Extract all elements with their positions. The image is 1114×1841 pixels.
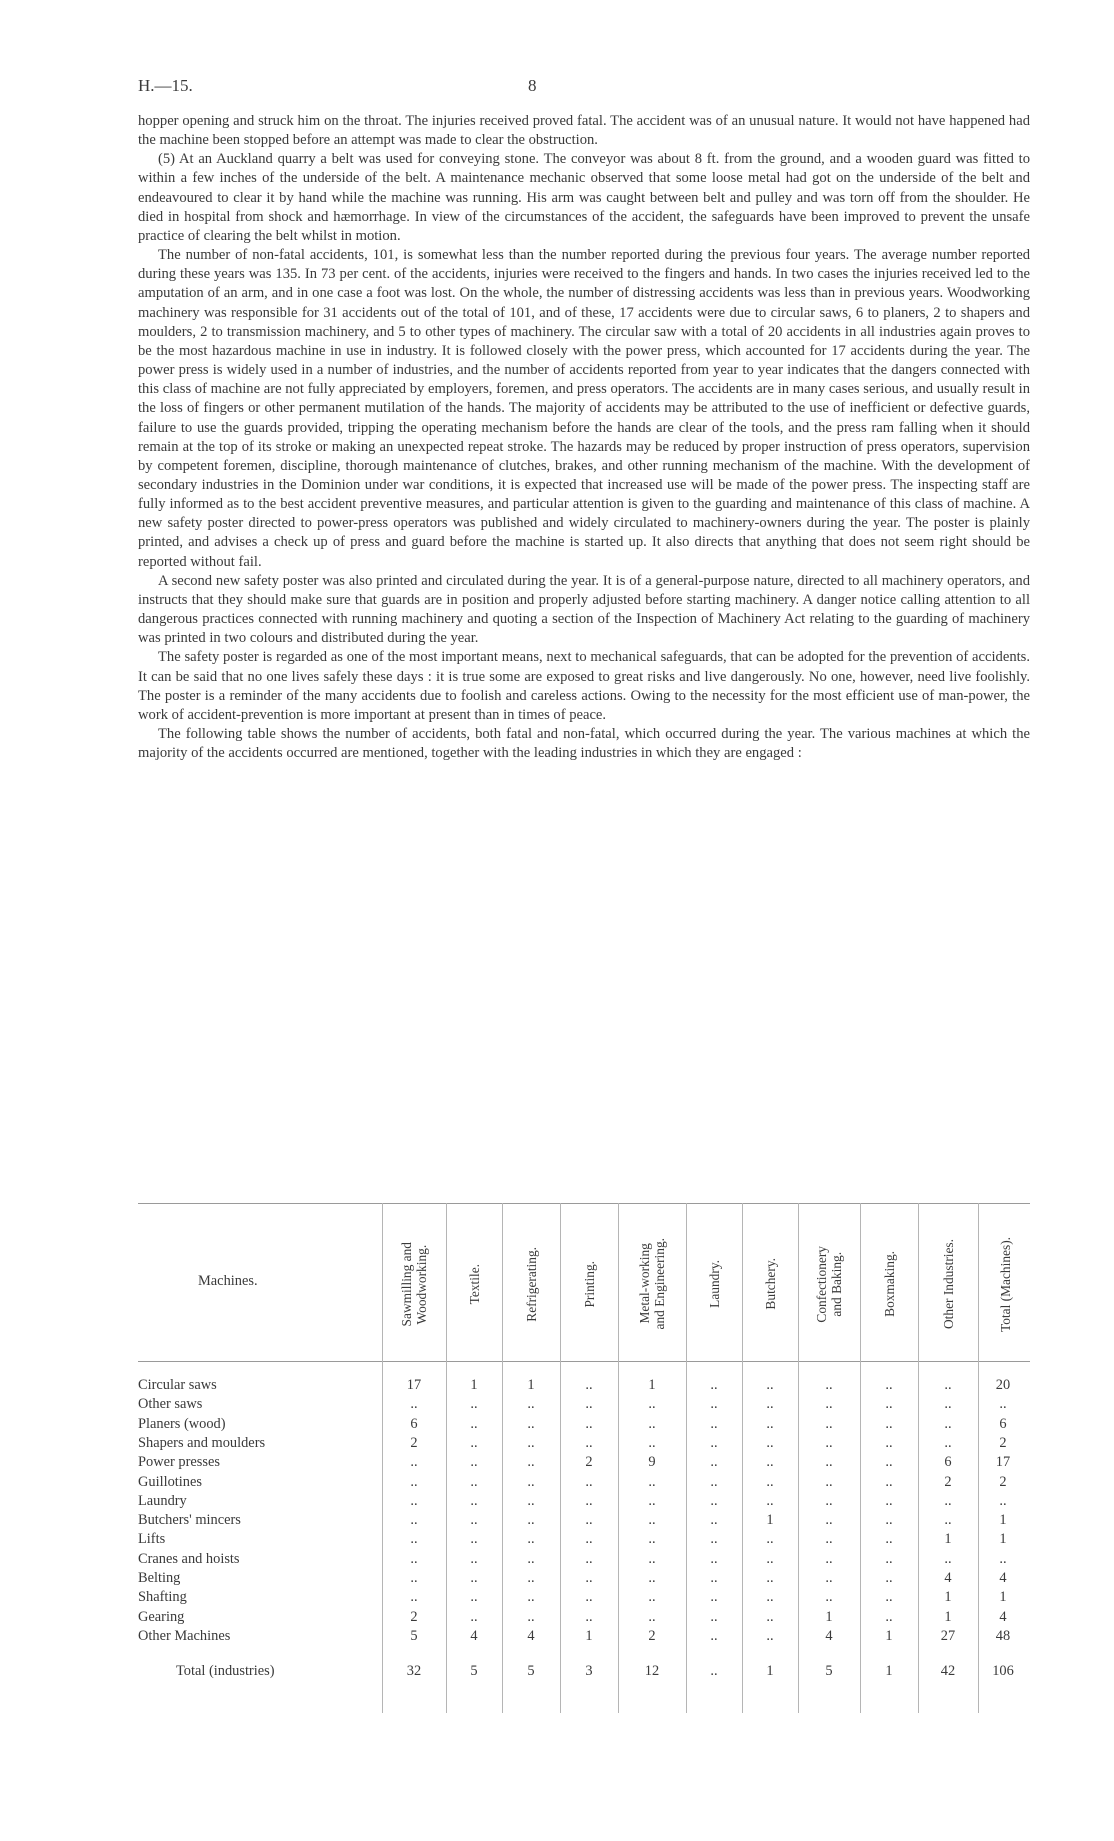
page-header [138,76,1030,100]
table-cell: .. [885,1434,893,1451]
table-cell: .. [527,1512,535,1529]
table-cell: .. [766,1627,774,1644]
row-label: Gearing [138,1608,185,1625]
paragraph: The safety poster is regarded as one of the most important means, next to mechanical safeguards, that can be adopted for the prevention of accidents. It can be said that no one lives safely these days : it is true some are exposed to great risks and live dangerously. No one, however, need live foolishly. The poster is a reminder of the many accidents due to foolish and careless actions. Owing to the necessity for the most efficient use of man-power, the work of accident-prevention is more important at present than in times of peace. [138,649,1030,723]
table-cell: .. [585,1531,593,1548]
table-cell: .. [766,1550,774,1567]
table-cell: .. [825,1589,833,1606]
table-cell: 1 [648,1377,656,1393]
table-cell: .. [825,1377,833,1393]
paragraph: A second new safety poster was also printed and circulated during the year. It is of a general-purpose nature, directed to all machinery operators, and instructs that they should make sure that guards are in position and properly adjusted before starting machinery. A danger notice calling attention to all dangerous practices connected with running machinery and quoting a section of the Inspection of Machinery Act relating to the guarding of machinery was printed in two colours and distributed during the year. [138,572,1030,647]
table-cell: .. [527,1589,535,1606]
paragraph: (5) At an Auckland quarry a belt was used for conveying stone. The conveyor was about 8 ft. from the ground, and a wooden guard was fitted to within a few inches of the underside of the belt. A maintenance mechanic observed that some loose metal had got on the underside of the belt and endeavoured to clear it by hand while the machine was running. His arm was caught between belt and pulley and was torn off from the shoulder. He died in hospital from shock and hæmorrhage. In view of the circumstances of the accident, the safeguards have been improved to prevent the unsafe practice of clearing the belt whilst in motion. [138,151,1030,244]
table-cell: 32 [406,1663,422,1680]
table-cell: .. [648,1531,656,1548]
table-cell: .. [999,1550,1007,1567]
table-cell: 1 [944,1608,952,1625]
table-header-rule [138,1361,1030,1362]
table-cell: .. [710,1570,718,1586]
table-cell: .. [766,1396,774,1413]
table-cell: .. [648,1589,656,1606]
table-cell: .. [766,1589,774,1606]
table-cell: .. [410,1570,418,1586]
table-cell: .. [527,1550,535,1567]
table-cell: .. [766,1531,774,1548]
table-cell: 1 [999,1512,1007,1529]
table-cell: .. [885,1473,893,1490]
document-reference: H.—15. [138,76,193,95]
table-cell: 17 [995,1454,1011,1471]
table-cell: .. [710,1473,718,1490]
table-cell: .. [885,1608,893,1625]
table-cell: .. [410,1454,418,1471]
table-cell: .. [470,1550,478,1567]
table-cell: .. [766,1570,774,1586]
table-cell: .. [470,1608,478,1625]
table-cell: 27 [940,1627,956,1644]
table-cell: .. [825,1512,833,1529]
table-cell: .. [885,1550,893,1567]
table-cell: .. [944,1512,952,1529]
table-row [138,1628,1030,1650]
column-header: Total (Machines). [997,1236,1013,1332]
table-cell: .. [585,1570,593,1586]
column-header: Confectionery and Baking. [814,1245,844,1323]
table-cell: .. [710,1377,718,1393]
row-label: Cranes and hoists [138,1550,240,1567]
table-cell: 1 [527,1377,535,1393]
table-cell: .. [999,1396,1007,1413]
table-cell: .. [825,1492,833,1509]
table-cell: .. [766,1454,774,1471]
table-cell: .. [710,1550,718,1567]
paragraph: The number of non-fatal accidents, 101, is somewhat less than the number reported during the previous four years. The average number reported during these years was 135. In 73 per cent. of the accidents, injuries were received to the fingers and hands. In two cases the injuries received led to the amputation of an arm, and in one case a foot was lost. On the whole, the number of distressing accidents was less than in previous years. Woodworking machinery was responsible for 31 accidents out of the total of 101, and of these, 17 accidents were due to circular saws, 6 to planers, 2 to shapers and moulders, 2 to transmission machinery, and 5 to other types of machinery. The circular saw with a total of 20 accidents in all industries again proves to be the most hazardous machine in use in industry. It is followed closely with the power press, which accounted for 17 accidents during the year. The power press is widely used in a number of industries, and the number of accidents reported from year to year indicates that the dangers connected with this class of machine are not fully appreciated by employers, foremen, and press operators. The accidents are in many cases serious, and usually result in the loss of fingers or other permanent mutilation of the hands. The majority of accidents may be attributed to the use of inefficient or defective guards, failure to use the guards provided, tripping the operating mechanism before the hands are clear of the tools, and the press ram falling when it should remain at the top of its stroke or making an unexpected repeat stroke. The hazards may be reduced by proper instruction of press operators, supervision by competent foremen, discipline, thorough maintenance of clutches, brakes, and other running mechanism of the machine. With the development of secondary industries in the Dominion under war conditions, it is expected that increased use will be made of the power press. The inspecting staff are fully informed as to the best accident preventive measures, and particular attention is given to the guarding and maintenance of this class of machine. A new safety poster directed to power-press operators was published and widely circulated to machinery-owners during the year. The poster is plainly printed, and advises a check up of press and guard before the machine is started up. It also directs that anything that does not seem right should be reported without fail. [138,247,1030,570]
table-cell: 4 [999,1570,1007,1586]
table-cell: .. [648,1608,656,1625]
table-cell: .. [527,1434,535,1451]
table-cell: .. [885,1570,893,1586]
table-cell: .. [885,1531,893,1548]
table-cell: 48 [995,1627,1011,1644]
column-header: Refrigerating. [523,1246,539,1322]
table-cell: 17 [406,1377,422,1393]
accidents-table [138,1203,1030,1723]
table-cell: .. [527,1454,535,1471]
table-cell: .. [766,1473,774,1490]
total-row [138,1663,1030,1685]
table-cell: 2 [999,1473,1007,1490]
table-cell: .. [470,1512,478,1529]
table-cell: .. [944,1550,952,1567]
table-cell: 1 [766,1512,774,1529]
table-cell: 5 [470,1663,478,1680]
table-cell: .. [585,1512,593,1529]
table-cell: 1 [999,1531,1007,1548]
table-cell: 2 [648,1627,656,1644]
table-cell: 3 [585,1663,593,1680]
table-cell: .. [710,1492,718,1509]
table-cell: .. [766,1434,774,1451]
body-text [138,112,1030,763]
row-label: Shapers and moulders [138,1434,266,1451]
column-header: Laundry. [706,1260,722,1308]
table-cell: .. [648,1415,656,1432]
table-cell: .. [585,1396,593,1413]
table-cell: .. [710,1627,718,1644]
table-cell: 1 [944,1531,952,1548]
table-cell: 20 [995,1377,1011,1393]
table-cell: 5 [527,1663,535,1680]
table-cell: .. [825,1415,833,1432]
column-header: Other Industries. [940,1239,956,1329]
table-cell: 4 [470,1627,478,1644]
table-cell: .. [999,1492,1007,1509]
table-cell: .. [825,1550,833,1567]
table-cell: .. [585,1589,593,1606]
table-cell: .. [470,1531,478,1548]
table-cell: .. [648,1434,656,1451]
table-cell: 5 [825,1663,833,1680]
column-header: Butchery. [762,1258,778,1310]
table-cell: .. [766,1415,774,1432]
table-cell: .. [527,1531,535,1548]
table-cell: 2 [999,1434,1007,1451]
row-label: Other Machines [138,1627,231,1644]
table-cell: 1 [944,1589,952,1606]
table-cell: .. [527,1608,535,1625]
table-cell: .. [470,1434,478,1451]
table-cell: 1 [766,1663,774,1680]
table-cell: .. [585,1608,593,1625]
table-cell: .. [410,1531,418,1548]
table-cell: .. [470,1454,478,1471]
table-cell: .. [410,1492,418,1509]
table-cell: .. [648,1550,656,1567]
table-cell: 1 [885,1663,893,1680]
row-label: Power presses [138,1454,220,1471]
table-cell: .. [825,1570,833,1586]
table-cell: 2 [585,1454,593,1471]
table-cell: .. [710,1454,718,1471]
table-cell: .. [710,1663,718,1680]
table-cell: 1 [585,1627,593,1644]
table-cell: .. [648,1473,656,1490]
row-label: Guillotines [138,1473,202,1490]
table-cell: .. [585,1377,593,1393]
table-cell: 6 [410,1415,418,1432]
table-cell: 4 [825,1627,833,1644]
row-label: Butchers' mincers [138,1512,241,1529]
table-cell: .. [944,1396,952,1413]
table-cell: .. [410,1512,418,1529]
column-header: Boxmaking. [881,1251,897,1317]
table-cell: .. [410,1589,418,1606]
table-cell: .. [585,1492,593,1509]
table-cell: .. [527,1415,535,1432]
table-cell: .. [825,1454,833,1471]
table-cell: .. [710,1531,718,1548]
table-cell: 6 [999,1415,1007,1432]
table-cell: .. [470,1570,478,1586]
table-cell: 4 [999,1608,1007,1625]
table-cell: .. [944,1377,952,1393]
row-label: Lifts [138,1531,166,1548]
table-cell: 5 [410,1627,418,1644]
table-cell: 1 [470,1377,478,1393]
table-cell: .. [470,1396,478,1413]
table-cell: 6 [944,1454,952,1471]
table-cell: 1 [999,1589,1007,1606]
column-header: Printing. [581,1260,597,1308]
table-cell: .. [710,1415,718,1432]
table-cell: .. [710,1512,718,1529]
row-label: Total (industries) [176,1663,275,1680]
table-cell: .. [527,1570,535,1586]
table-cell: 106 [992,1663,1014,1680]
table-cell: 1 [825,1608,833,1625]
table-cell: .. [585,1550,593,1567]
table-cell: .. [825,1396,833,1413]
table-cell: 2 [944,1473,952,1490]
table-cell: .. [527,1396,535,1413]
table-cell: .. [944,1415,952,1432]
table-cell: .. [885,1415,893,1432]
column-header: Metal-working and Engineering. [637,1238,667,1330]
table-cell: .. [766,1492,774,1509]
table-cell: .. [527,1473,535,1490]
table-cell: .. [885,1396,893,1413]
table-cell: .. [470,1492,478,1509]
table-cell: .. [470,1415,478,1432]
table-cell: .. [648,1396,656,1413]
paragraph: hopper opening and struck him on the throat. The injuries received proved fatal. The accident was of an unusual nature. It would not have happened had the machine been stopped before an attempt was made to clear the obstruction. [138,113,1030,149]
table-cell: .. [766,1377,774,1393]
row-label: Other saws [138,1396,203,1413]
column-header: Sawmilling and Woodworking. [399,1241,429,1327]
table-cell: .. [710,1396,718,1413]
table-cell: .. [766,1608,774,1625]
table-cell: .. [944,1434,952,1451]
machines-column-header: Machines. [198,1273,258,1289]
table-cell: .. [885,1589,893,1606]
table-cell: .. [825,1531,833,1548]
table-cell: .. [585,1415,593,1432]
table-cell: .. [527,1492,535,1509]
table-cell: .. [944,1492,952,1509]
table-cell: .. [825,1434,833,1451]
table-cell: 4 [527,1627,535,1644]
row-label: Belting [138,1570,181,1586]
table-cell: .. [410,1396,418,1413]
table-cell: .. [648,1492,656,1509]
row-label: Circular saws [138,1377,217,1393]
table-cell: .. [470,1473,478,1490]
table-cell: .. [710,1434,718,1451]
table-top-rule [138,1203,1030,1204]
table-cell: .. [648,1570,656,1586]
table-cell: 4 [944,1570,952,1586]
table-cell: 1 [885,1627,893,1644]
table-cell: .. [825,1473,833,1490]
table-cell: .. [410,1550,418,1567]
table-cell: .. [885,1454,893,1471]
table-cell: 2 [410,1608,418,1625]
page-number: 8 [528,76,537,95]
table-cell: .. [470,1589,478,1606]
table-cell: 42 [940,1663,956,1680]
table-cell: .. [585,1473,593,1490]
table-cell: .. [885,1512,893,1529]
paragraph: The following table shows the number of accidents, both fatal and non-fatal, which occurred during the year. The various machines at which the majority of the accidents occurred are mentioned, together with the leading industries in which they are engaged : [138,726,1030,762]
table-cell: 2 [410,1434,418,1451]
table-cell: .. [885,1377,893,1393]
table-cell: .. [648,1512,656,1529]
table-cell: .. [710,1608,718,1625]
row-label: Planers (wood) [138,1415,226,1432]
table-cell: .. [410,1473,418,1490]
table-cell: .. [585,1434,593,1451]
row-label: Shafting [138,1589,187,1606]
table-cell: 9 [648,1454,656,1471]
table-cell: .. [885,1492,893,1509]
table-cell: 12 [644,1663,660,1680]
row-label: Laundry [138,1492,187,1509]
column-header: Textile. [466,1263,482,1305]
table-cell: .. [710,1589,718,1606]
